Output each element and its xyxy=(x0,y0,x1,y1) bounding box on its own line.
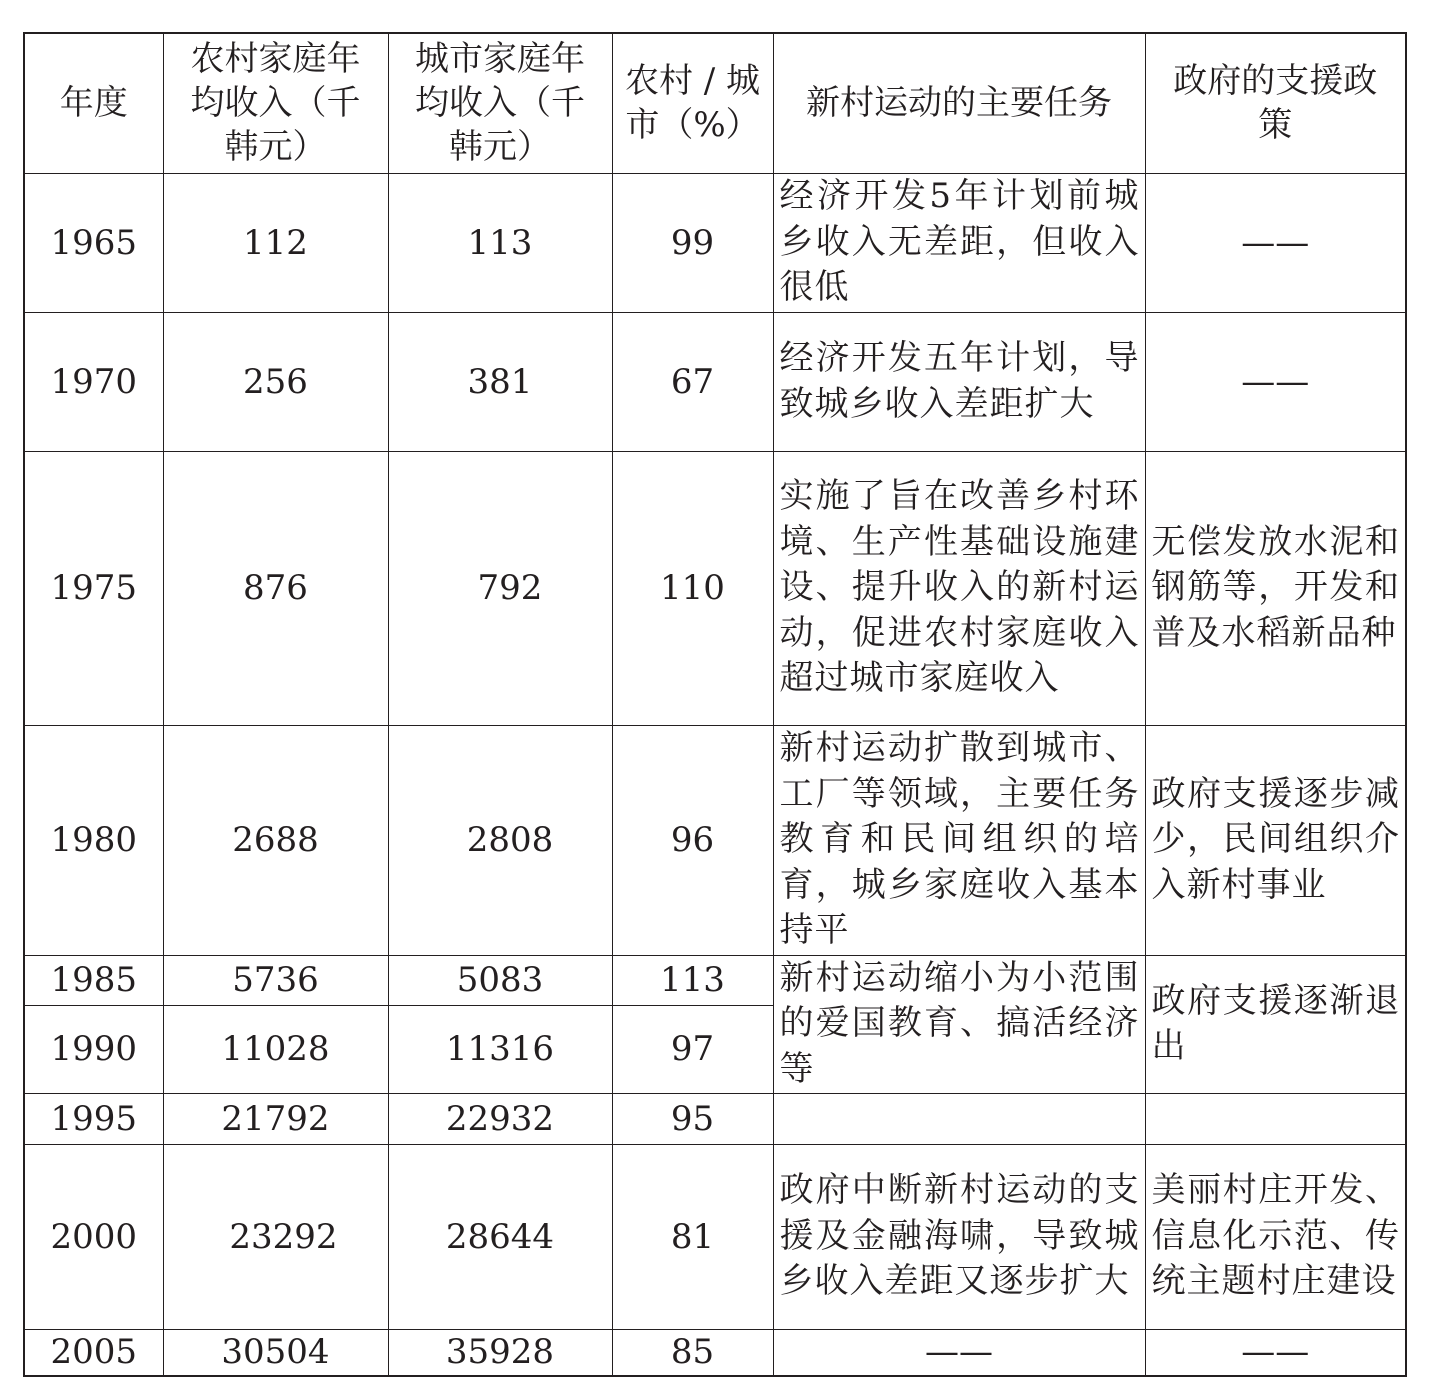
cell-urban-income: 28644 xyxy=(388,1144,612,1329)
header-row xyxy=(24,33,1406,173)
cell-policy: —— xyxy=(1145,173,1406,312)
cell-ratio: 97 xyxy=(612,1005,773,1093)
header-policy: 政府的支援政策 xyxy=(1145,33,1406,173)
cell-urban-income: 381 xyxy=(388,312,612,451)
cell-policy: 政府支援逐渐退出 xyxy=(1145,955,1406,1093)
cell-policy: 美丽村庄开发、信息化示范、传统主题村庄建设 xyxy=(1145,1144,1406,1329)
cell-urban-income: 11316 xyxy=(388,1005,612,1093)
cell-year: 1965 xyxy=(24,173,163,312)
table-row xyxy=(24,1093,1406,1144)
cell-year: 1985 xyxy=(24,955,163,1005)
cell-ratio: 113 xyxy=(612,955,773,1005)
cell-rural-income: 2688 xyxy=(163,725,388,955)
cell-rural-income: 112 xyxy=(163,173,388,312)
cell-year: 1975 xyxy=(24,451,163,725)
cell-task: 经济开发五年计划，导致城乡收入差距扩大 xyxy=(773,312,1145,451)
cell-year: 1990 xyxy=(24,1005,163,1093)
cell-rural-income: 30504 xyxy=(163,1329,388,1376)
cell-ratio: 96 xyxy=(612,725,773,955)
cell-ratio: 67 xyxy=(612,312,773,451)
cell-urban-income: 5083 xyxy=(388,955,612,1005)
cell-ratio: 95 xyxy=(612,1093,773,1144)
cell-year: 2000 xyxy=(24,1144,163,1329)
table-row xyxy=(24,451,1406,725)
cell-policy: —— xyxy=(1145,312,1406,451)
cell-ratio: 81 xyxy=(612,1144,773,1329)
header-rural-income: 农村家庭年均收入（千韩元） xyxy=(163,33,388,173)
cell-rural-income: 876 xyxy=(163,451,388,725)
cell-task xyxy=(773,1093,1145,1144)
header-urban-income: 城市家庭年均收入（千韩元） xyxy=(388,33,612,173)
cell-policy xyxy=(1145,1093,1406,1144)
cell-policy: 无偿发放水泥和钢筋等，开发和普及水稻新品种 xyxy=(1145,451,1406,725)
cell-task: 新村运动扩散到城市、工厂等领域，主要任务教育和民间组织的培育，城乡家庭收入基本持平 xyxy=(773,725,1145,955)
cell-urban-income: 113 xyxy=(388,173,612,312)
cell-ratio: 110 xyxy=(612,451,773,725)
header-tasks: 新村运动的主要任务 xyxy=(773,33,1145,173)
cell-rural-income: 5736 xyxy=(163,955,388,1005)
cell-year: 2005 xyxy=(24,1329,163,1376)
table-row xyxy=(24,955,1406,1005)
table-row xyxy=(24,173,1406,312)
cell-policy: 政府支援逐步减少，民间组织介入新村事业 xyxy=(1145,725,1406,955)
cell-policy: —— xyxy=(1145,1329,1406,1376)
header-ratio: 农村 / 城市（%） xyxy=(612,33,773,173)
income-comparison-table xyxy=(23,32,1407,1377)
cell-urban-income: 35928 xyxy=(388,1329,612,1376)
header-year: 年度 xyxy=(24,33,163,173)
cell-task: 新村运动缩小为小范围的爱国教育、搞活经济等 xyxy=(773,955,1145,1093)
cell-year: 1980 xyxy=(24,725,163,955)
cell-rural-income: 23292 xyxy=(163,1144,388,1329)
table-row xyxy=(24,1144,1406,1329)
cell-urban-income: 2808 xyxy=(388,725,612,955)
table-row xyxy=(24,725,1406,955)
cell-task: 经济开发5年计划前城乡收入无差距，但收入很低 xyxy=(773,173,1145,312)
cell-urban-income: 792 xyxy=(388,451,612,725)
cell-rural-income: 21792 xyxy=(163,1093,388,1144)
cell-task: 政府中断新村运动的支援及金融海啸，导致城乡收入差距又逐步扩大 xyxy=(773,1144,1145,1329)
table-row xyxy=(24,1329,1406,1376)
cell-ratio: 99 xyxy=(612,173,773,312)
cell-urban-income: 22932 xyxy=(388,1093,612,1144)
cell-ratio: 85 xyxy=(612,1329,773,1376)
cell-year: 1995 xyxy=(24,1093,163,1144)
table-row xyxy=(24,312,1406,451)
cell-task: 实施了旨在改善乡村环境、生产性基础设施建设、提升收入的新村运动，促进农村家庭收入超过城市家庭收入 xyxy=(773,451,1145,725)
cell-rural-income: 11028 xyxy=(163,1005,388,1093)
cell-rural-income: 256 xyxy=(163,312,388,451)
cell-year: 1970 xyxy=(24,312,163,451)
cell-task: —— xyxy=(773,1329,1145,1376)
